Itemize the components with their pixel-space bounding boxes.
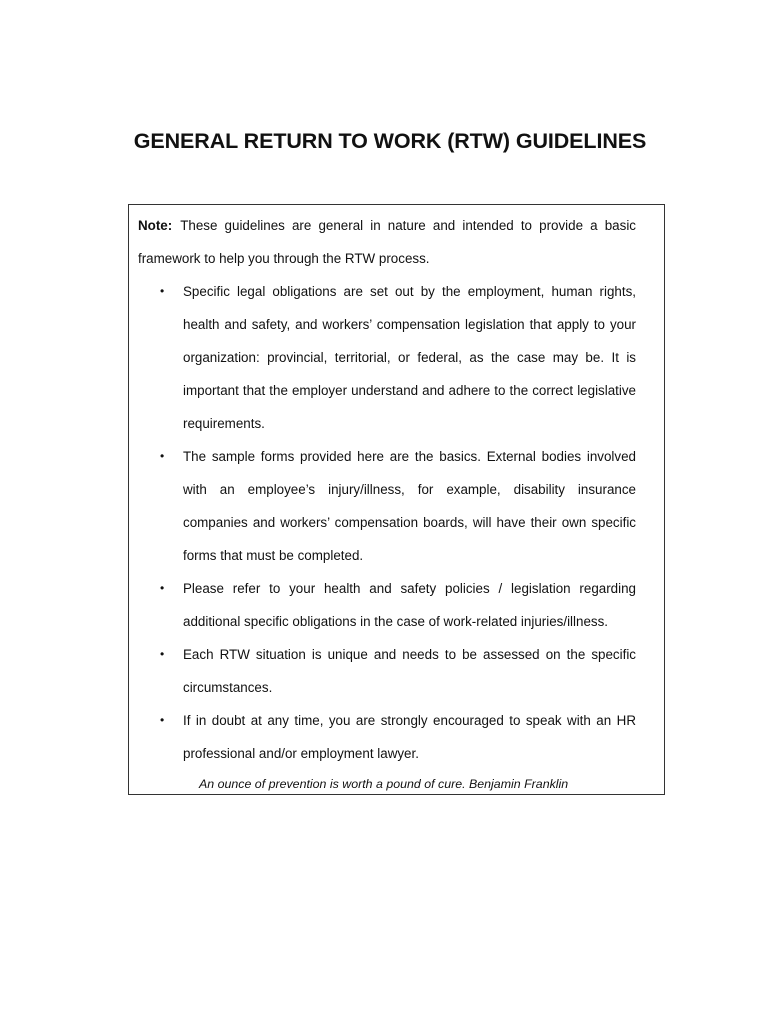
list-item: [160, 704, 636, 770]
note-label: Note:: [138, 218, 173, 233]
bullet-icon: •: [160, 713, 165, 727]
list-item-text: The sample forms provided here are the basics. External bodies involved with an employee’s injury/illness, for example, disability insurance companies and workers’ compensation boards, will have their own specific forms that must be completed.: [183, 449, 636, 563]
list-item: [160, 440, 636, 572]
list-item: [160, 638, 636, 704]
list-item: [160, 572, 636, 638]
note-text: These guidelines are general in nature and intended to provide a basic framework to help you through the RTW process.: [138, 218, 636, 266]
page-title: GENERAL RETURN TO WORK (RTW) GUIDELINES: [133, 129, 647, 153]
list-item: [160, 275, 636, 440]
bullet-icon: •: [160, 581, 165, 595]
bullet-icon: •: [160, 449, 165, 463]
list-item-text: Specific legal obligations are set out by the employment, human rights, health and safety, and workers’ compensation legislation that apply to your organization: provincial, territorial, or federal, as the case may be. It is important that the employer understand and adhere to the correct legislative requirements.: [183, 284, 636, 431]
list-item-text: Each RTW situation is unique and needs to be assessed on the specific circumstances.: [183, 647, 636, 695]
note-paragraph: [138, 209, 636, 275]
guidelines-note-box: [128, 204, 665, 795]
list-item-text: If in doubt at any time, you are strongly encouraged to speak with an HR professional and/or employment lawyer.: [183, 713, 636, 761]
list-item-text: Please refer to your health and safety policies / legislation regarding additional specific obligations in the case of work-related injuries/illness.: [183, 581, 636, 629]
guidelines-list: [138, 275, 636, 770]
quote: An ounce of prevention is worth a pound of cure. Benjamin Franklin: [199, 777, 569, 791]
bullet-icon: •: [160, 284, 165, 298]
bullet-icon: •: [160, 647, 165, 661]
